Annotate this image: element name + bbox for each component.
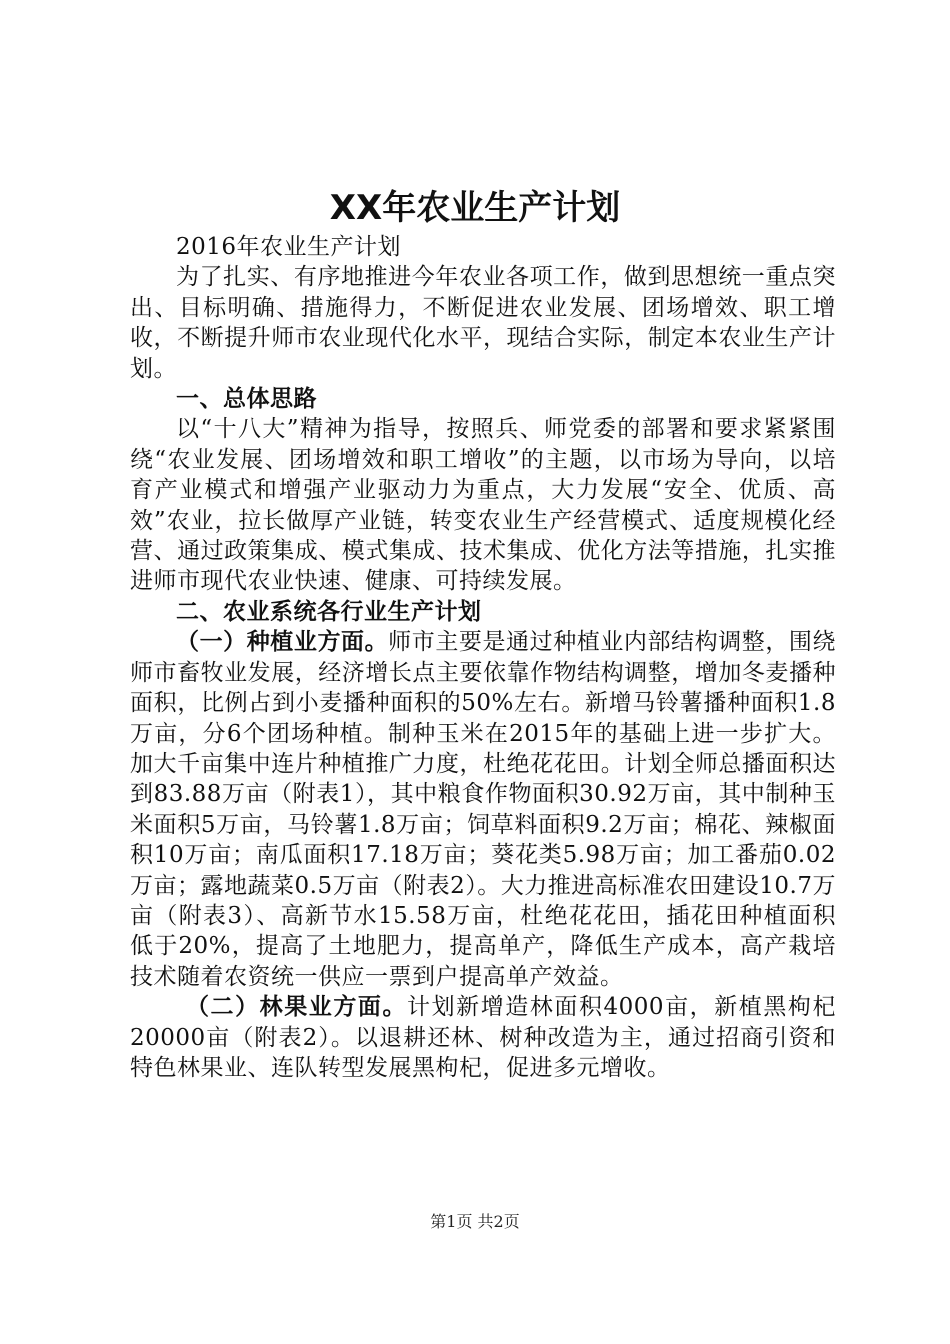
forestry-body: 计划新增造林面积4000亩，新植黑枸杞20000亩（附表2）。以退耕还林、树种改造为主，通过招商引资和特色林果业、连队转型发展黑枸杞，促进多元增收。: [130, 994, 836, 1081]
document-body: [130, 232, 836, 1083]
section-heading-overall-approach: 一、总体思路: [176, 386, 317, 413]
forestry-lead: （二）林果业方面。: [186, 994, 408, 1021]
forestry-paragraph: [130, 992, 836, 1083]
section-heading-production-plans: 二、农业系统各行业生产计划: [176, 598, 482, 625]
planting-body: 师市主要是通过种植业内部结构调整，围绕师市畜牧业发展，经济增长点主要依靠作物结构调整，增加冬麦播种面积，比例占到小麦播种面积的50%左右。新增马铃薯播种面积1.8万亩，分6个团场种植。制种玉米在2015年的基础上进一步扩大。加大千亩集中连片种植推广力度，杜绝花花田。计划全师总播面积达到83.88万亩（附表1），其中粮食作物面积30.92万亩，其中制种玉米面积5万亩，马铃薯1.8万亩；饲草料面积9.2万亩；棉花、辣椒面积10万亩；南瓜面积17.18万亩；葵花类5.98万亩；加工番茄0.02万亩；露地蔬菜0.5万亩（附表2）。大力推进高标准农田建设10.7万亩（附表3）、高新节水15.58万亩，杜绝花花田，插花田种植面积低于20%，提高了土地肥力，提高单产，降低生产成本，高产栽培技术随着农资统一供应一票到户提高单产效益。: [130, 629, 837, 990]
subtitle-paragraph: 2016年农业生产计划: [176, 234, 402, 260]
page-footer: 第1页 共2页: [430, 1212, 520, 1231]
section-overall-approach-paragraph: 以“十八大”精神为指导，按照兵、师党委的部署和要求紧紧围绕“农业发展、团场增效和职工增收”的主题，以市场为导向，以培育产业模式和增强产业驱动力为重点，大力发展“安全、优质、高效”农业，拉长做厚产业链，转变农业生产经营模式、适度规模化经营、通过政策集成、模式集成、技术集成、优化方法等措施，扎实推进师市现代农业快速、健康、可持续发展。: [130, 416, 836, 595]
planting-paragraph: [130, 627, 836, 992]
planting-lead: （一）种植业方面。: [176, 629, 389, 656]
document-title: XX年农业生产计划: [329, 188, 621, 228]
intro-paragraph: 为了扎实、有序地推进今年农业各项工作，做到思想统一重点突出、目标明确、措施得力，不断促进农业发展、团场增效、职工增收，不断提升师市农业现代化水平，现结合实际，制定本农业生产计划。: [130, 264, 836, 382]
